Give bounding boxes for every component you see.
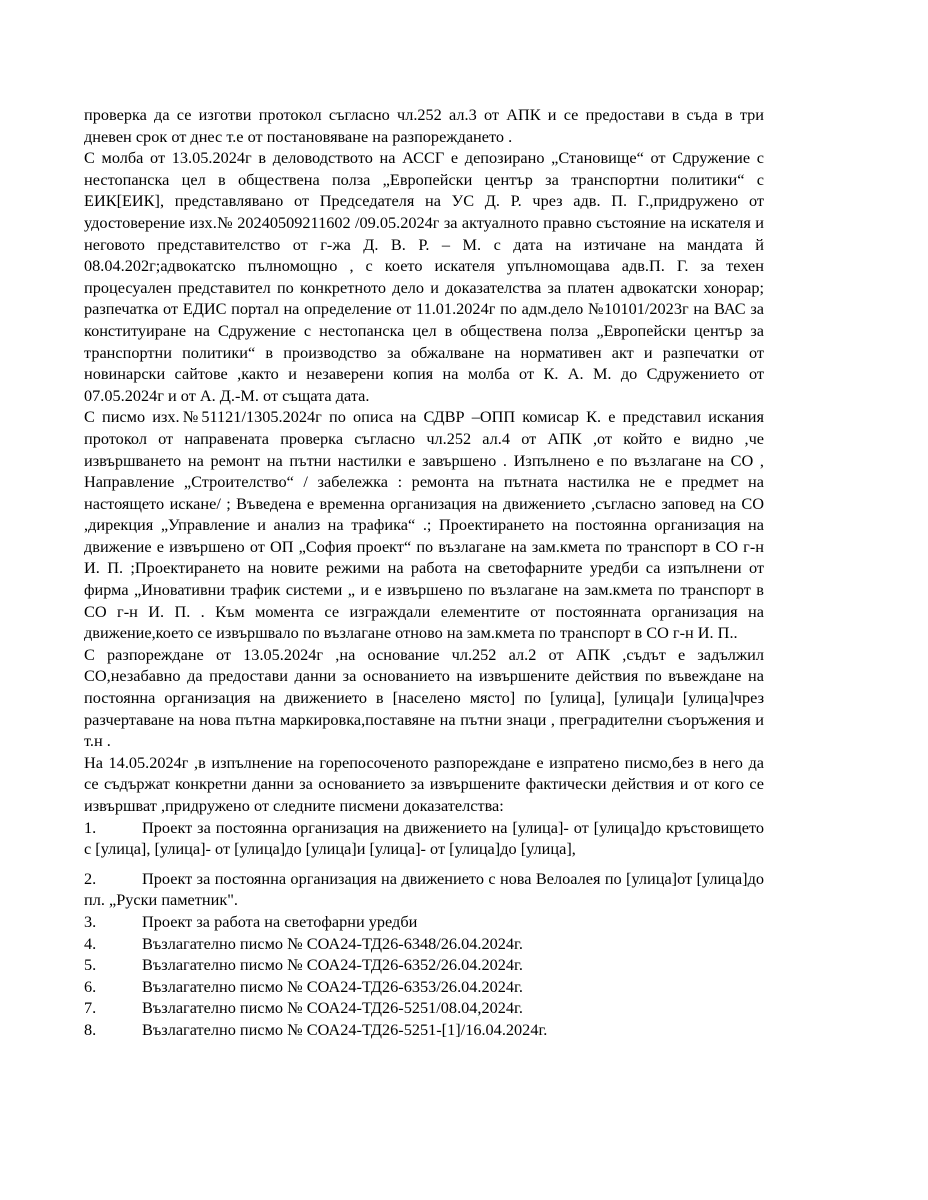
paragraph-letter: С писмо изх.№51121/1305.2024г по описа на СДВР –ОПП комисар К. е представил искания протокол от направената проверка съгласно чл.252 ал.4 от АПК ,от който е видно ,че извършването на ремонт на пътни настилки е завършено . Изпълнено е по възлагане на СО , Направление „Строителство“ / забележка : ремонта на пътната настилка не е предмет на настоящето искане/ ; Въведена е временна организация на движението ,съгласно заповед на СО ,дирекция „Управление и анализ на трафика“ .; Проектирането на постоянна организация на движение е извършено от ОП „София проект“ по възлагане на зам.кмета по транспорт в СО г-н И. П. ;Проектирането на новите режими на работа на светофарните уредби са изпълнени от фирма „Иновативни трафик системи „ и е извършено по възлагане на зам.кмета по транспорт в СО г-н И. П. . Към момента се изграждали елементите от постоянната организация на движение,което се извършвало по възлагане отново на зам.кмета по транспорт в СО г-н И. П.. (84, 407, 764, 643)
list-item-number: 7. (84, 998, 97, 1018)
list-item (84, 997, 764, 1019)
list-item-number: 5. (84, 955, 97, 975)
list-item-text: Възлагателно писмо № СОА24-ТД26-6352/26.04.2024г. (142, 955, 523, 975)
paragraph-response: На 14.05.2024г ,в изпълнение на горепосоченото разпореждане е изпратено писмо,без в него да се съдържат конкретни данни за основанието за извършените фактически действия и от кого се извършват ,придружено от следните писмени доказателства: (84, 752, 764, 815)
paragraph-protocol: проверка да се изготви протокол съгласно чл.252 ал.3 от АПК и се предостави в съда в три дневен срок от днес т.е от постановяване на разпореждането . (84, 105, 764, 146)
list-item-number: 6. (84, 976, 97, 996)
paragraph-order: С разпореждане от 13.05.2024г ,на основание чл.252 ал.2 от АПК ,съдът е задължил СО,незабавно да предостави данни за основанието на извършените действия по въвеждане на постоянна организация на движението в [населено място] по [улица], [улица]и [улица]чрез разчертаване на нова пътна маркировка,поставяне на пътни знаци , преградителни съоръжения и т.н . (84, 644, 764, 751)
list-item (84, 1019, 764, 1041)
list-item-text: Възлагателно писмо № СОА24-ТД26-6348/26.04.2024г. (142, 933, 523, 953)
list-item (84, 976, 764, 998)
list-item (84, 954, 764, 976)
list-item-number: 3. (84, 911, 97, 931)
list-item-text: Проект за работа на светофарни уредби (142, 911, 418, 931)
list-item (84, 933, 764, 955)
list-item (84, 911, 764, 933)
list-item-text: Възлагателно писмо № СОА24-ТД26-5251/08.04,2024г. (142, 998, 523, 1018)
list-item-number: 4. (84, 933, 97, 953)
paragraph-motion: С молба от 13.05.2024г в деловодството на АССГ е депозирано „Становище“ от Сдружение с нестопанска цел в обществена полза „Европейски център за транспортни политики“ с ЕИК[ЕИК], представлявано от Председателя на УС Д. Р. чрез адв. П. Г.,придружено от удостоверение изх.№ 20240509211602 /09.05.2024г за актуалното правно състояние на искателя и неговото представителство от г-жа Д. В. Р. – М. с дата на изтичане на мандата й 08.04.202г;адвокатско пълномощно , с което искателя упълномощава адв.П. Г. за техен процесуален представител по конкретното дело и доказателства за платен адвокатски хонорар; разпечатка от ЕДИС портал на определение от 11.01.2024г по адм.дело №10101/2023г на ВАС за конституиране на Сдружение с нестопанска цел в обществена полза „Европейски център за транспортни политики“ в производство за обжалване на нормативен акт и разпечатки от новинарски сайтове ,както и незаверени копия на молба от К. А. М. до Сдружението от 07.05.2024г и от А. Д.-М. от същата дата. (84, 148, 764, 405)
list-item-number: 2. (84, 868, 97, 888)
list-item-text: Възлагателно писмо № СОА24-ТД26-5251-[1]/16.04.2024г. (142, 1019, 548, 1039)
list-item-number: 8. (84, 1019, 97, 1039)
list-item-text: Проект за постоянна организация на движението с нова Велоалея по [улица]от [улица]до пл. „Руски паметник". (84, 868, 764, 910)
list-item-text: Проект за постоянна организация на движението на [улица]- от [улица]до кръстовището с [улица], [улица]- от [улица]до [улица]и [улица]- от [улица]до [улица], (84, 817, 764, 859)
list-item (84, 817, 764, 860)
list-item-number: 1. (84, 817, 97, 837)
list-item-text: Възлагателно писмо № СОА24-ТД26-6353/26.04.2024г. (142, 976, 523, 996)
list-item (84, 868, 764, 911)
evidence-list (84, 817, 764, 1041)
